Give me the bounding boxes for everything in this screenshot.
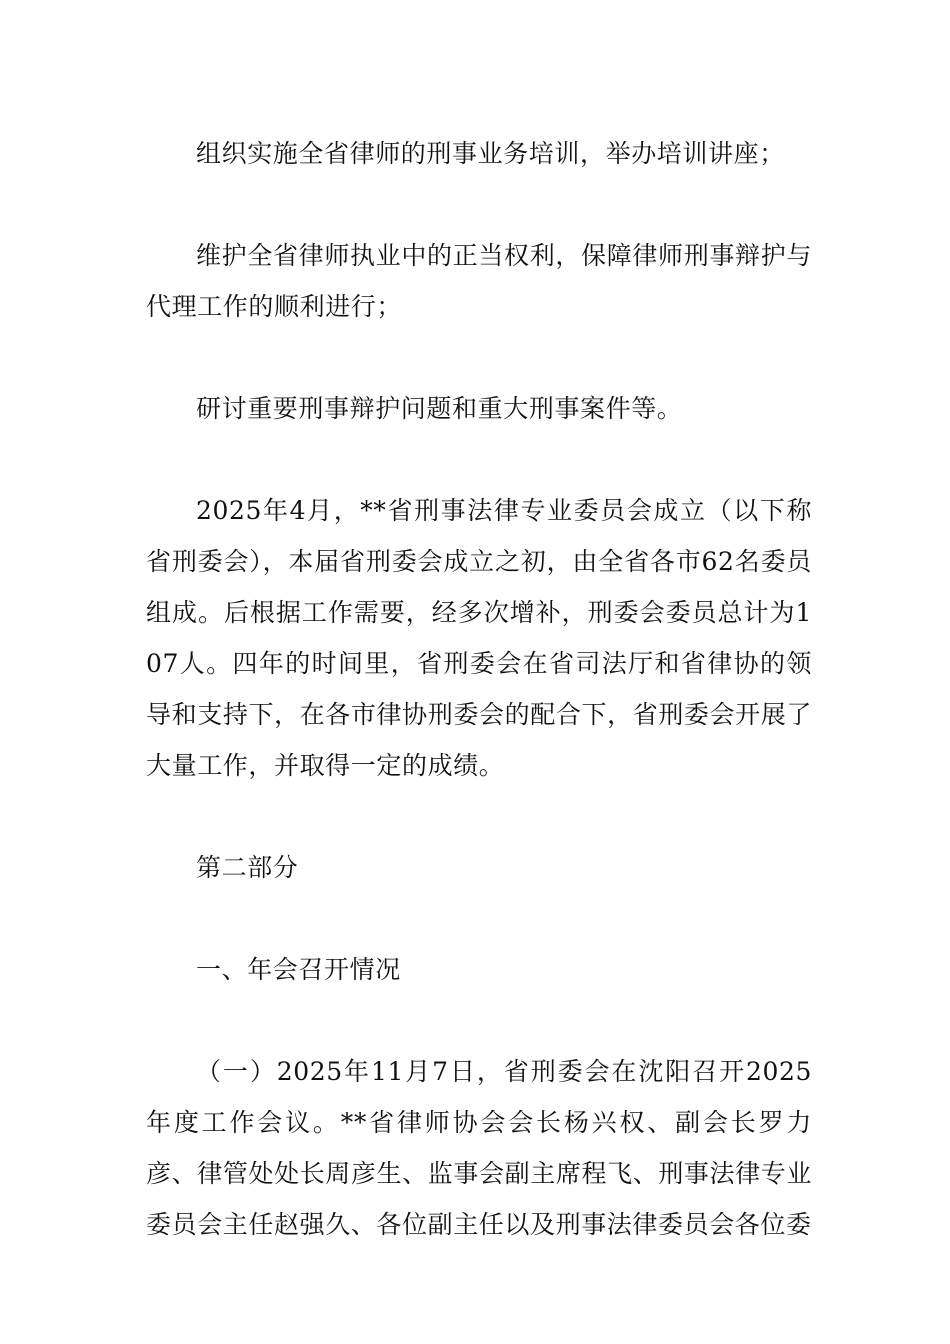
section-heading-part-two: 第二部分 [196, 853, 299, 882]
paragraph-rights: 维护全省律师执业中的正当权利，保障律师刑事辩护与代理工作的顺利进行； [146, 241, 812, 321]
paragraph-research: 研讨重要刑事辩护问题和重大刑事案件等。 [196, 394, 683, 423]
paragraph-annual-meeting: （一）2025年11月7日，省刑委会在沈阳召开2025年度工作会议。**省律师协会会长杨兴权、副会长罗力彦、律管处处长周彦生、监事会副主席程飞、刑事法律专业委员会主任赵强久、各位副主任以及刑事法律委员会各位委 [146, 1057, 812, 1239]
subsection-heading-annual-meeting: 一、年会召开情况 [196, 955, 401, 984]
paragraph-training: 组织实施全省律师的刑事业务培训，举办培训讲座； [196, 139, 785, 168]
paragraph-founding: 2025年4月，**省刑事法律专业委员会成立（以下称省刑委会），本届省刑委会成立之初，由全省各市62名委员组成。后根据工作需要，经多次增补，刑委会委员总计为107人。四年的时间里，省刑委会在省司法厅和省律协的领导和支持下，在各市律协刑委会的配合下，省刑委会开展了大量工作，并取得一定的成绩。 [146, 496, 812, 780]
